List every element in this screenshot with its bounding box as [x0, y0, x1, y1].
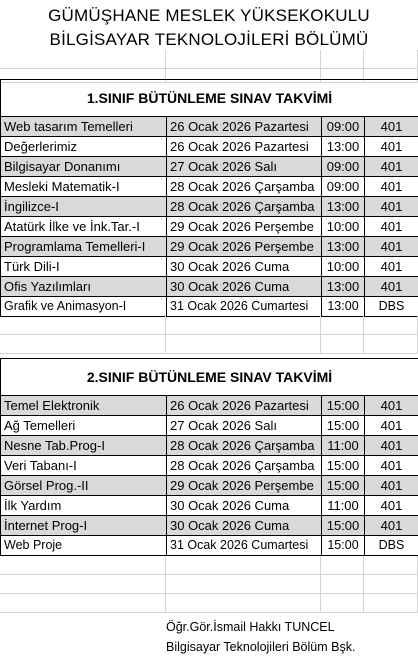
room-cell: 401 — [365, 197, 418, 217]
first-year-exam-table — [0, 79, 418, 317]
time-cell: 15:00 — [322, 416, 365, 436]
course-cell: Veri Tabanı-I — [1, 456, 167, 476]
course-cell: Bilgisayar Donanımı — [1, 157, 167, 177]
exam-row — [1, 257, 418, 277]
time-cell: 09:00 — [322, 117, 365, 137]
time-cell: 11:00 — [322, 496, 365, 516]
time-cell: 13:00 — [322, 277, 365, 297]
date-cell: 31 Ocak 2026 Cumartesi — [167, 536, 322, 556]
empty-grid-row — [0, 594, 418, 613]
time-cell: 09:00 — [322, 157, 365, 177]
room-cell: 401 — [365, 416, 418, 436]
room-cell: 401 — [365, 237, 418, 257]
course-cell: Ağ Temelleri — [1, 416, 167, 436]
date-cell: 28 Ocak 2026 Çarşamba — [167, 436, 322, 456]
time-cell: 15:00 — [322, 396, 365, 416]
exam-row — [1, 297, 418, 317]
date-cell: 29 Ocak 2026 Perşembe — [167, 237, 322, 257]
date-cell: 27 Ocak 2026 Salı — [167, 416, 322, 436]
course-cell: Değerlerimiz — [1, 137, 167, 157]
department-name-heading: BİLGİSAYAR TEKNOLOJİLERİ BÖLÜMÜ — [0, 30, 418, 50]
course-cell: İnternet Prog-I — [1, 516, 167, 536]
room-cell: 401 — [365, 137, 418, 157]
school-name-heading: GÜMÜŞHANE MESLEK YÜKSEKOKULU — [0, 6, 418, 26]
date-cell: 28 Ocak 2026 Çarşamba — [167, 456, 322, 476]
date-cell: 26 Ocak 2026 Pazartesi — [167, 396, 322, 416]
exam-row — [1, 237, 418, 257]
first-year-table-title: 1.SINIF BÜTÜNLEME SINAV TAKVİMİ — [1, 80, 418, 117]
exam-row — [1, 416, 418, 436]
course-cell: Grafik ve Animasyon-I — [1, 297, 167, 317]
course-cell: İlk Yardım — [1, 496, 167, 516]
course-cell: Görsel Prog.-II — [1, 476, 167, 496]
date-cell: 30 Ocak 2026 Cuma — [167, 496, 322, 516]
exam-row — [1, 277, 418, 297]
exam-row — [1, 137, 418, 157]
date-cell: 29 Ocak 2026 Perşembe — [167, 217, 322, 237]
exam-row — [1, 476, 418, 496]
room-cell: 401 — [365, 436, 418, 456]
second-year-table-title: 2.SINIF BÜTÜNLEME SINAV TAKVİMİ — [1, 359, 418, 396]
time-cell: 15:00 — [322, 516, 365, 536]
exam-row — [1, 117, 418, 137]
room-cell: 401 — [365, 476, 418, 496]
course-cell: Atatürk İlke ve İnk.Tar.-I — [1, 217, 167, 237]
date-cell: 28 Ocak 2026 Çarşamba — [167, 197, 322, 217]
room-cell: 401 — [365, 456, 418, 476]
course-cell: Web tasarım Temelleri — [1, 117, 167, 137]
exam-row — [1, 436, 418, 456]
time-cell: 15:00 — [322, 456, 365, 476]
signature-name: Öğr.Gör.İsmail Hakkı TUNCEL — [166, 617, 335, 637]
course-cell: İngilizce-I — [1, 197, 167, 217]
date-cell: 27 Ocak 2026 Salı — [167, 157, 322, 177]
room-cell: DBS — [365, 536, 418, 556]
room-cell: 401 — [365, 516, 418, 536]
date-cell: 28 Ocak 2026 Çarşamba — [167, 177, 322, 197]
empty-grid-row — [0, 575, 418, 594]
date-cell: 30 Ocak 2026 Cuma — [167, 257, 322, 277]
room-cell: 401 — [365, 177, 418, 197]
room-cell: 401 — [365, 396, 418, 416]
exam-row — [1, 396, 418, 416]
exam-row — [1, 536, 418, 556]
exam-row — [1, 197, 418, 217]
time-cell: 09:00 — [322, 177, 365, 197]
room-cell: 401 — [365, 277, 418, 297]
exam-row — [1, 157, 418, 177]
exam-row — [1, 456, 418, 476]
time-cell: 15:00 — [322, 476, 365, 496]
time-cell: 13:00 — [322, 237, 365, 257]
date-cell: 26 Ocak 2026 Pazartesi — [167, 137, 322, 157]
room-cell: 401 — [365, 257, 418, 277]
time-cell: 13:00 — [322, 197, 365, 217]
exam-row — [1, 496, 418, 516]
exam-row — [1, 177, 418, 197]
room-cell: 401 — [365, 117, 418, 137]
date-cell: 29 Ocak 2026 Perşembe — [167, 476, 322, 496]
signature-role: Bilgisayar Teknolojileri Bölüm Bşk. — [166, 637, 355, 657]
time-cell: 15:00 — [322, 536, 365, 556]
empty-grid-row — [0, 335, 418, 354]
exam-row — [1, 217, 418, 237]
time-cell: 10:00 — [322, 257, 365, 277]
empty-grid-row — [0, 316, 418, 335]
course-cell: Ofis Yazılımları — [1, 277, 167, 297]
course-cell: Mesleki Matematik-I — [1, 177, 167, 197]
date-cell: 26 Ocak 2026 Pazartesi — [167, 117, 322, 137]
time-cell: 13:00 — [322, 137, 365, 157]
room-cell: 401 — [365, 157, 418, 177]
course-cell: Nesne Tab.Prog-I — [1, 436, 167, 456]
course-cell: Programlama Temelleri-I — [1, 237, 167, 257]
empty-grid-row — [0, 556, 418, 575]
exam-row — [1, 516, 418, 536]
course-cell: Web Proje — [1, 536, 167, 556]
room-cell: 401 — [365, 217, 418, 237]
date-cell: 30 Ocak 2026 Cuma — [167, 277, 322, 297]
room-cell: DBS — [365, 297, 418, 317]
date-cell: 30 Ocak 2026 Cuma — [167, 516, 322, 536]
date-cell: 31 Ocak 2026 Cumartesi — [167, 297, 322, 317]
course-cell: Temel Elektronik — [1, 396, 167, 416]
course-cell: Türk Dili-I — [1, 257, 167, 277]
time-cell: 10:00 — [322, 217, 365, 237]
time-cell: 11:00 — [322, 436, 365, 456]
room-cell: 401 — [365, 496, 418, 516]
second-year-exam-table — [0, 358, 418, 556]
time-cell: 13:00 — [322, 297, 365, 317]
